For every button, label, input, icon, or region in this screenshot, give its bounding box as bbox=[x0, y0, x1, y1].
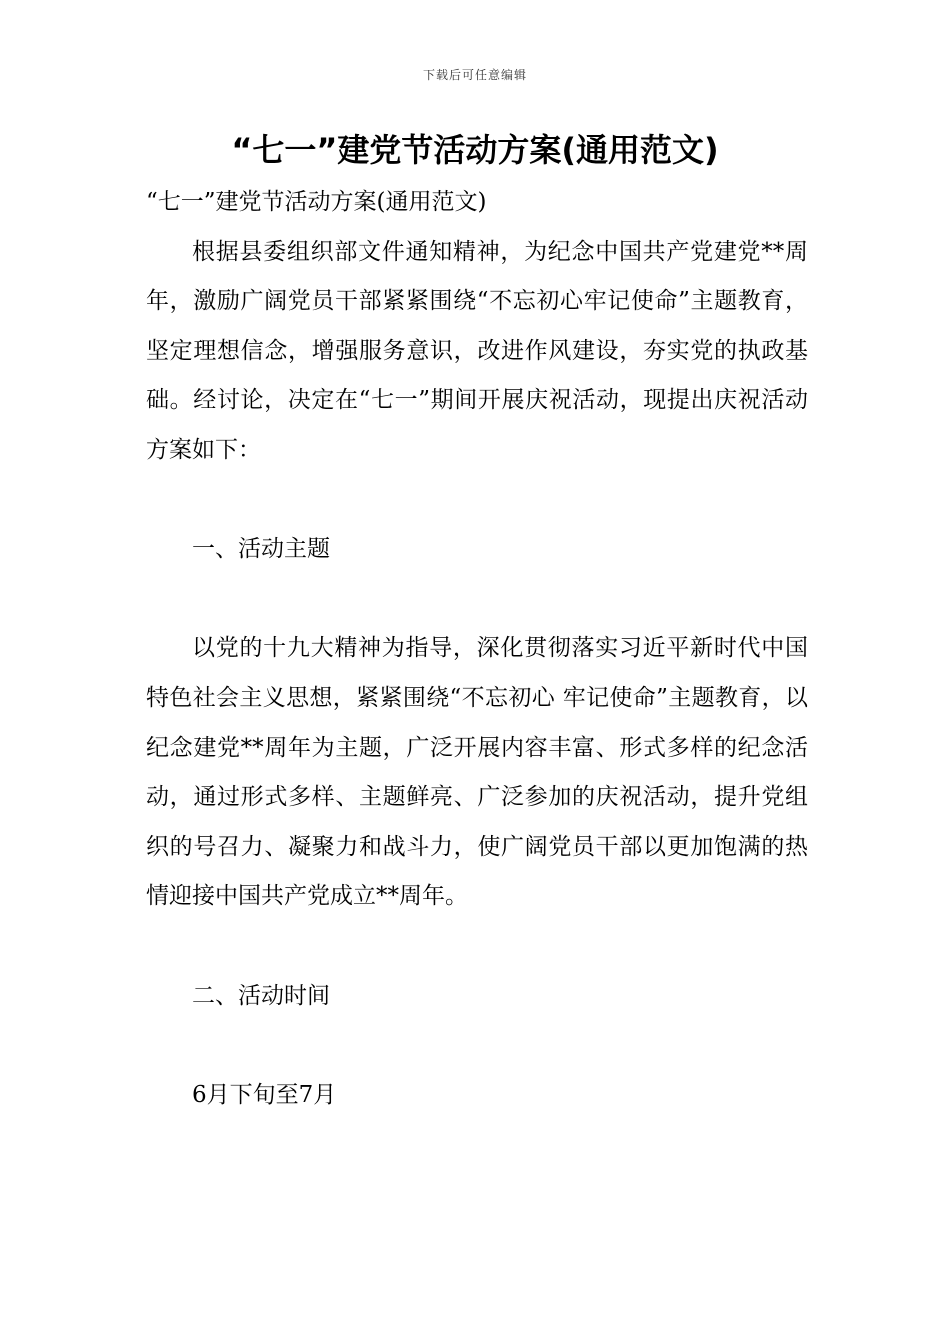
document-subtitle: “七一”建党节活动方案(通用范文) bbox=[146, 189, 487, 215]
section-heading-theme: 一、活动主题 bbox=[192, 536, 330, 563]
section-content-theme: 以党的十九大精神为指导，深化贯彻落实习近平新时代中国特色社会主义思想，紧紧围绕“不忘初心 牢记使命”主题教育，以纪念建党**周年为主题，广泛开展内容丰富、形式多样的纪念活动，通过形式多样、主题鲜亮、广泛参加的庆祝活动，提升党组织的号召力、凝聚力和战斗力，使广阔党员干部以更加饱满的热情迎接中国共产党成立**周年。 bbox=[146, 635, 808, 910]
paragraph-gap bbox=[146, 1021, 808, 1071]
paragraph-gap bbox=[146, 922, 808, 972]
paragraph-gap bbox=[146, 476, 808, 526]
section-heading-time: 二、活动时间 bbox=[192, 982, 330, 1009]
document-body bbox=[146, 178, 808, 1120]
document-title: “七一”建党节活动方案(通用范文) bbox=[231, 131, 719, 169]
paragraph-gap bbox=[146, 575, 808, 625]
intro-paragraph: 根据县委组织部文件通知精神，为纪念中国共产党建党**周年，激励广阔党员干部紧紧围绕“不忘初心牢记使命”主题教育，坚定理想信念，增强服务意识，改进作风建设，夯实党的执政基础。经讨论，决定在“七一”期间开展庆祝活动，现提出庆祝活动方案如下： bbox=[146, 238, 808, 463]
header-note: 下载后可任意编辑 bbox=[422, 68, 527, 82]
section-content-time: 6月下旬至7月 bbox=[192, 1081, 337, 1108]
